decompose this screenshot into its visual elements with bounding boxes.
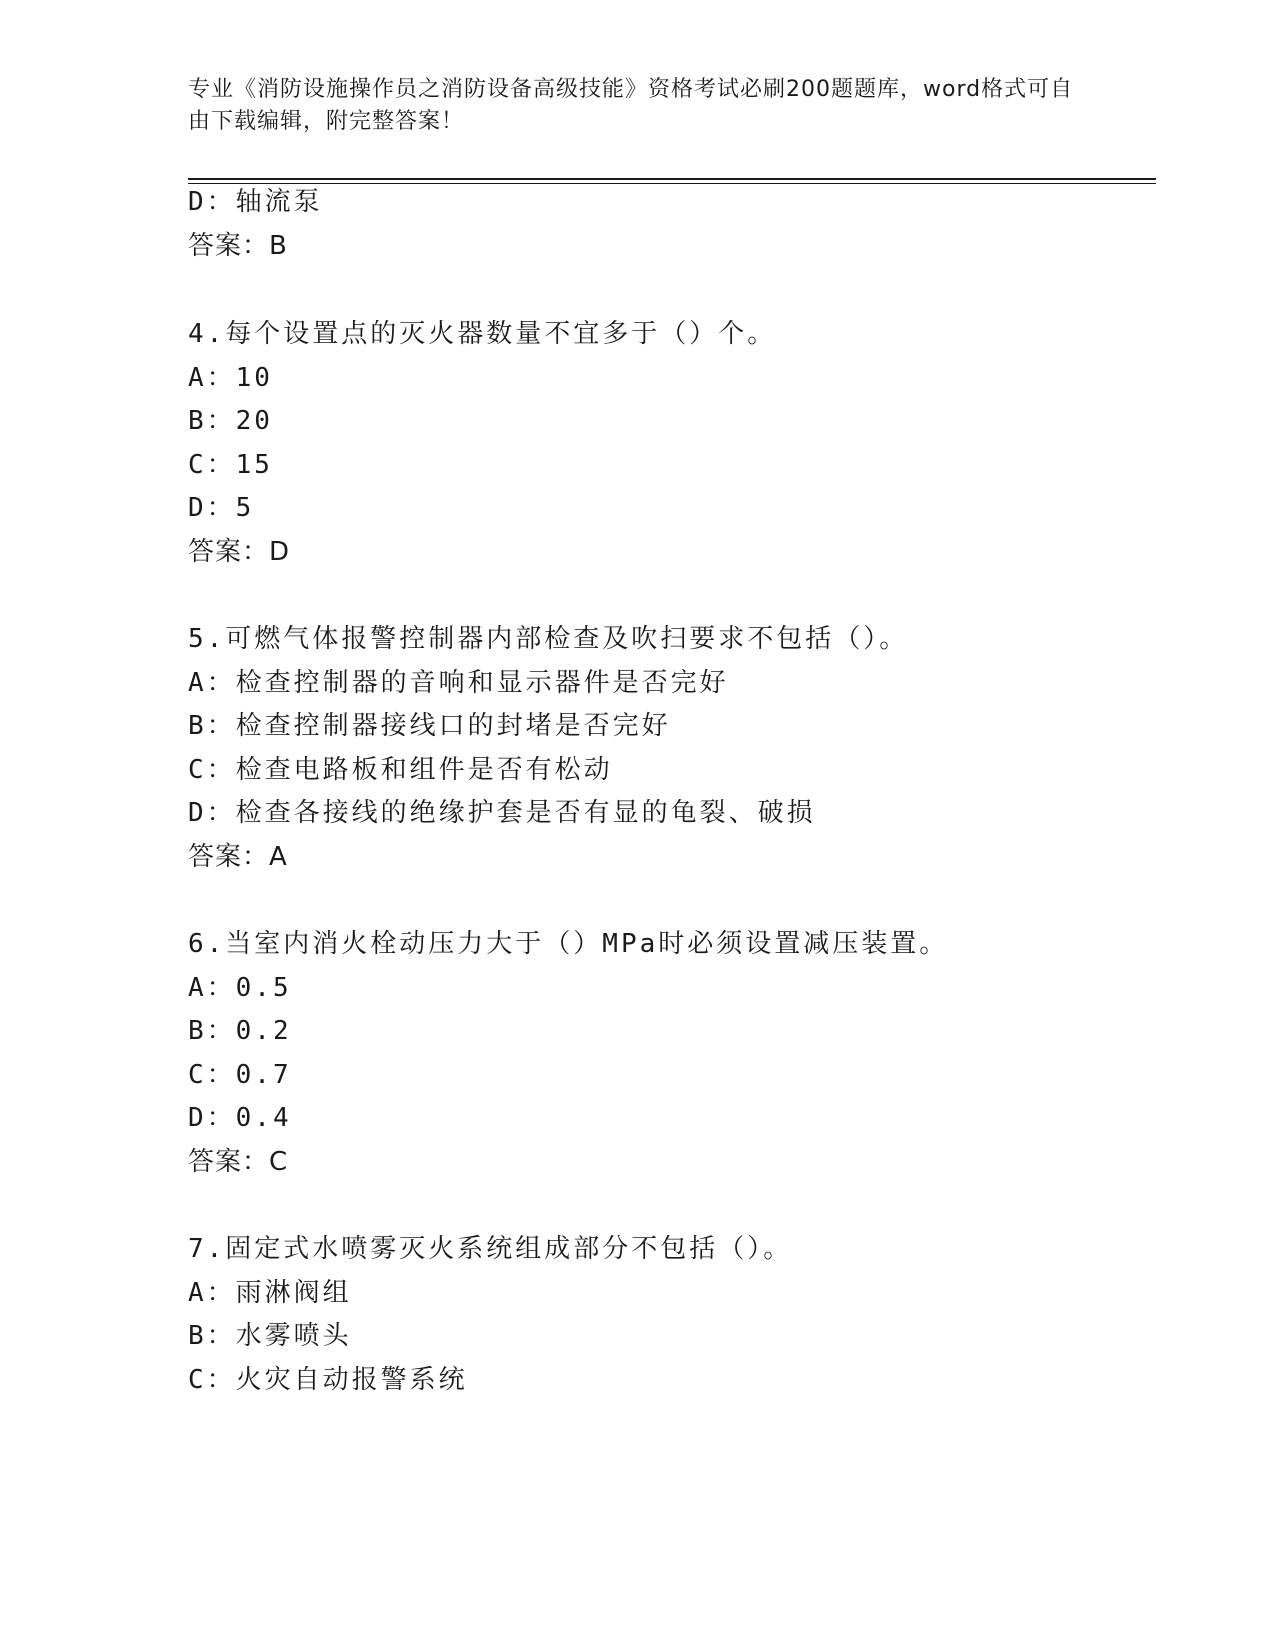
question-7-option-c: C：火灾自动报警系统 xyxy=(188,1365,468,1395)
question-6-option-b: B：0.2 xyxy=(188,1016,292,1046)
question-4-option-d: D：5 xyxy=(188,493,255,523)
question-6-option-c: C：0.7 xyxy=(188,1060,292,1090)
question-7-stem: 7.固定式水喷雾灭火系统组成部分不包括（）。 xyxy=(188,1234,793,1264)
question-5-answer: 答案：A xyxy=(188,842,288,872)
header-divider-thick xyxy=(188,178,1156,180)
question-4-option-b: B：20 xyxy=(188,406,273,436)
question-5-option-a: A：检查控制器的音响和显示器件是否完好 xyxy=(188,668,729,698)
question-7-option-a: A：雨淋阀组 xyxy=(188,1278,352,1308)
prev-question-option-d: D：轴流泵 xyxy=(188,187,323,217)
question-4-option-a: A：10 xyxy=(188,363,273,393)
question-5-stem: 5.可燃气体报警控制器内部检查及吹扫要求不包括（）。 xyxy=(188,624,909,654)
header-divider-thin xyxy=(188,183,1156,184)
question-5-option-d: D：检查各接线的绝缘护套是否有显的龟裂、破损 xyxy=(188,798,816,828)
question-6-stem: 6.当室内消火栓动压力大于（）MPa时必须设置减压装置。 xyxy=(188,929,949,959)
document-header: 专业《消防设施操作员之消防设备高级技能》资格考试必刷200题题库，word格式可自由下载编辑，附完整答案！ xyxy=(188,77,1074,134)
question-6-option-d: D：0.4 xyxy=(188,1103,292,1133)
question-6-option-a: A：0.5 xyxy=(188,973,292,1003)
prev-question-answer: 答案：B xyxy=(188,231,288,261)
question-5-option-c: C：检查电路板和组件是否有松动 xyxy=(188,755,613,785)
question-4-answer: 答案：D xyxy=(188,537,291,567)
question-7-option-b: B：水雾喷头 xyxy=(188,1321,352,1351)
question-6-answer: 答案：C xyxy=(188,1147,289,1177)
question-4-stem: 4.每个设置点的灭火器数量不宜多于（）个。 xyxy=(188,319,777,349)
question-5-option-b: B：检查控制器接线口的封堵是否完好 xyxy=(188,711,671,741)
question-4-option-c: C：15 xyxy=(188,450,273,480)
